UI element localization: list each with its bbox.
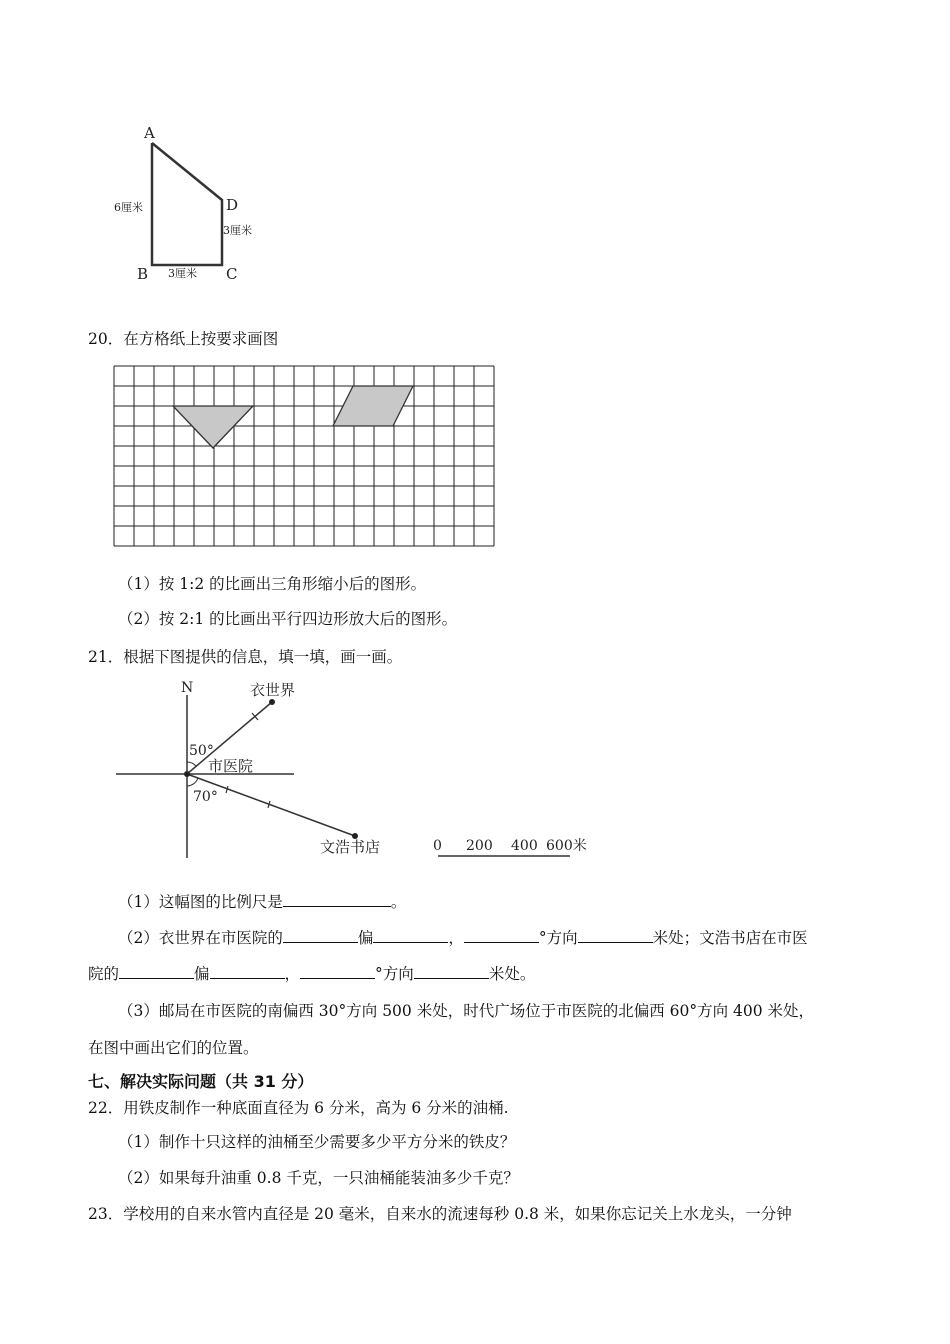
blank-se-distance[interactable] bbox=[414, 964, 489, 979]
sub2-text-a: （2）衣世界在市医院的 bbox=[118, 929, 283, 947]
sub2-text-e: 米处；文浩书店在市医 bbox=[652, 929, 808, 947]
blank-se-angle[interactable] bbox=[300, 964, 375, 979]
scale-tick-400: 400 bbox=[511, 838, 538, 854]
dc-length-label: 3厘米 bbox=[223, 224, 252, 237]
trapezoid-shape bbox=[152, 143, 222, 265]
question-21-sub1 bbox=[118, 890, 406, 912]
question-21-title: 21．根据下图提供的信息，填一填，画一画。 bbox=[88, 648, 403, 666]
section-7-heading: 七、解决实际问题（共 31 分） bbox=[88, 1072, 314, 1091]
se-ray bbox=[187, 774, 355, 836]
sub2-line2-text-d: °方向 bbox=[375, 965, 414, 983]
question-21-sub3-line1: （3）邮局在市医院的南偏西 30°方向 500 米处，时代广场位于市医院的北偏西 60°方向 400 米处， bbox=[118, 1002, 815, 1020]
ab-length-label: 6厘米 bbox=[114, 201, 143, 214]
sub2-line2-text-b: 偏 bbox=[194, 965, 210, 983]
angle-bottom-label: 70° bbox=[193, 789, 218, 805]
question-20-sub2: （2）按 2:1 的比画出平行四边形放大后的图形。 bbox=[118, 610, 458, 628]
triangle-shape bbox=[173, 406, 253, 448]
parallelogram-shape bbox=[333, 386, 413, 426]
place-center-label: 市医院 bbox=[208, 757, 254, 775]
sub2-line2-text-c: ， bbox=[284, 965, 301, 983]
sub2-text-b: 偏 bbox=[357, 929, 374, 947]
blank-ne-direction-2[interactable] bbox=[373, 928, 448, 943]
scale-tick-0: 0 bbox=[433, 838, 442, 854]
bc-length-label: 3厘米 bbox=[168, 267, 197, 280]
angle-top-label: 50° bbox=[189, 743, 214, 759]
sub1-suffix: 。 bbox=[390, 893, 407, 911]
blank-se-direction-1[interactable] bbox=[119, 964, 194, 979]
sub1-prefix: （1）这幅图的比例尺是 bbox=[118, 893, 283, 911]
sub2-line2-text-e: 米处。 bbox=[488, 965, 536, 983]
sub2-text-d: °方向 bbox=[538, 929, 578, 947]
question-22-sub2: （2）如果每升油重 0.8 千克，一只油桶能装油多少千克？ bbox=[118, 1169, 519, 1187]
scale-answer-blank[interactable] bbox=[283, 892, 391, 907]
trapezoid-figure bbox=[100, 118, 280, 290]
sub2-line2-text-a: 院的 bbox=[88, 965, 120, 983]
center-point bbox=[184, 771, 190, 777]
vertex-b-label: B bbox=[137, 265, 149, 283]
scale-tick-200: 200 bbox=[466, 838, 493, 854]
ne-point bbox=[269, 699, 275, 705]
scale-tick-600: 600米 bbox=[546, 838, 587, 854]
question-22-sub1: （1）制作十只这样的油桶至少需要多少平方分米的铁皮？ bbox=[118, 1133, 516, 1151]
blank-se-direction-2[interactable] bbox=[210, 964, 285, 979]
vertex-d-label: D bbox=[226, 196, 239, 214]
vertex-c-label: C bbox=[226, 265, 238, 283]
question-23-title: 23．学校用的自来水管内直径是 20 毫米，自来水的流速每秒 0.8 米，如果你忘记关上水龙头，一分钟 bbox=[88, 1205, 792, 1223]
vertex-a-label: A bbox=[144, 124, 155, 142]
angle-arc-top bbox=[187, 762, 196, 766]
place-se-label: 文浩书店 bbox=[320, 838, 381, 856]
direction-map bbox=[110, 675, 610, 865]
grid-lines bbox=[114, 366, 494, 546]
blank-ne-direction-1[interactable] bbox=[283, 928, 358, 943]
question-22-title: 22．用铁皮制作一种底面直径为 6 分米，高为 6 分米的油桶. bbox=[88, 1099, 509, 1117]
blank-ne-angle[interactable] bbox=[464, 928, 539, 943]
question-21-sub2-line1 bbox=[118, 926, 808, 948]
blank-ne-distance[interactable] bbox=[578, 928, 653, 943]
north-label: N bbox=[181, 680, 194, 696]
angle-arc-bottom bbox=[187, 778, 198, 786]
grid-paper bbox=[113, 365, 496, 554]
question-21-sub3-line2: 在图中画出它们的位置。 bbox=[88, 1039, 259, 1057]
question-20-sub1: （1）按 1:2 的比画出三角形缩小后的图形。 bbox=[118, 575, 427, 593]
place-ne-label: 衣世界 bbox=[250, 681, 296, 699]
sub2-text-c: ， bbox=[448, 929, 464, 947]
question-21-sub2-line2 bbox=[88, 962, 535, 984]
question-20-title: 20．在方格纸上按要求画图 bbox=[88, 330, 279, 348]
